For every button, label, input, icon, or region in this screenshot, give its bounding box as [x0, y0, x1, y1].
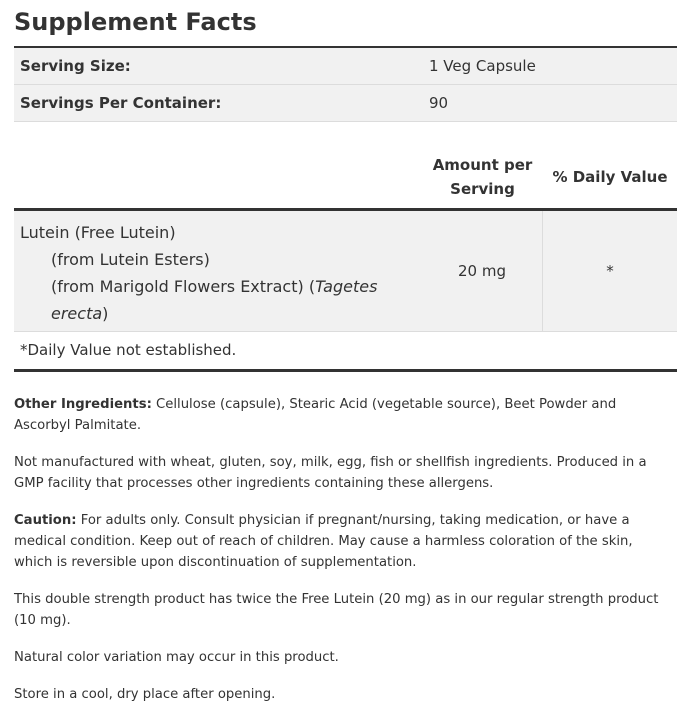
caution-paragraph: Caution: For adults only. Consult physician if pregnant/nursing, taking medication, or have a medical condition. Keep out of reach of children. May cause a harmless coloration of the skin, which is reversible upon discontinuation of supplementation. [14, 513, 633, 570]
serving-size-row [14, 48, 677, 85]
nutrient-amount: 20 mg [422, 211, 543, 331]
footer-divider [14, 369, 677, 372]
nutrient-source-2: (from Marigold Flowers Extract) (Tagetes erecta) [51, 277, 378, 323]
panel-title: Supplement Facts [14, 8, 257, 36]
daily-value-header: % Daily Value [552, 168, 668, 186]
nutrient-row [14, 211, 677, 332]
table-header [14, 122, 677, 208]
footnote: *Daily Value not established. [20, 341, 237, 359]
servings-per-container-label: Servings Per Container: [20, 94, 222, 112]
serving-size-label: Serving Size: [20, 57, 131, 75]
allergen-paragraph: Not manufactured with wheat, gluten, soy, milk, egg, fish or shellfish ingredients. Produced in a GMP facility that processes other ingredients containing these allergens. [14, 455, 647, 491]
nutrient-daily-value: * [606, 262, 614, 280]
nutrient-source-1: (from Lutein Esters) [51, 250, 210, 269]
strength-note-paragraph: This double strength product has twice the Free Lutein (20 mg) as in our regular strength product (10 mg). [14, 592, 659, 628]
serving-size-value: 1 Veg Capsule [429, 57, 536, 75]
storage-note-paragraph: Store in a cool, dry place after opening. [14, 687, 276, 702]
nutrient-name: Lutein (Free Lutein) [20, 223, 176, 242]
nutrient-name-cell [14, 211, 422, 331]
amount-per-serving-header: Amount per Serving [432, 156, 533, 198]
supplement-facts-panel [14, 0, 677, 372]
other-ingredients-paragraph: Other Ingredients: Cellulose (capsule), Stearic Acid (vegetable source), Beet Powder and Ascorbyl Palmitate. [14, 397, 617, 433]
color-note-paragraph: Natural color variation may occur in this product. [14, 650, 339, 665]
servings-per-container-row [14, 85, 677, 122]
servings-per-container-value: 90 [429, 94, 449, 112]
